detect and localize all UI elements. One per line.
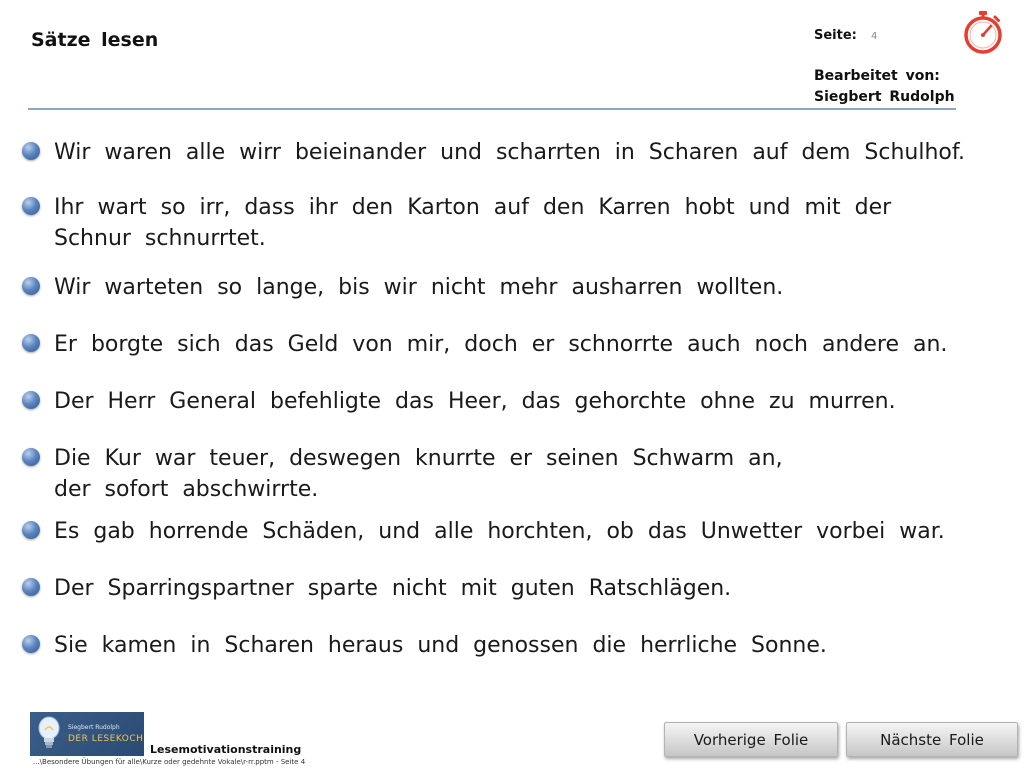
editor-name: Siegbert Rudolph <box>814 89 955 105</box>
leseskoch-logo <box>30 712 144 756</box>
next-slide-button[interactable]: Nächste Folie <box>846 722 1018 757</box>
page-title: Sätze lesen <box>31 29 159 51</box>
lightbulb-icon <box>36 716 62 750</box>
sentence-text: Ihr wart so irr, dass ihr den Karton auf den Karren hobt und mit der Schnur schnurrtet. <box>54 195 892 251</box>
sentence-item <box>22 272 1017 303</box>
sentence-text: Die Kur war teuer, deswegen knurrte er seinen Schwarm an, der sofort abschwirrte. <box>54 446 783 502</box>
sentence-item <box>22 192 1017 254</box>
bullet-icon <box>22 277 40 295</box>
sentence-item <box>22 573 1017 604</box>
sentence-item <box>22 443 1017 505</box>
page-number: 4 <box>871 31 878 42</box>
previous-slide-button[interactable]: Vorherige Folie <box>664 722 838 757</box>
bullet-icon <box>22 578 40 596</box>
bullet-icon <box>22 142 40 160</box>
bullet-icon <box>22 197 40 215</box>
sentence-item <box>22 329 1017 360</box>
sentence-text: Es gab horrende Schäden, und alle horchten, ob das Unwetter vorbei war. <box>54 519 945 544</box>
sentence-item <box>22 386 1017 417</box>
sentence-text: Der Herr General befehligte das Heer, das gehorchte ohne zu murren. <box>54 389 896 414</box>
logo-brand: DER LESEKOCH <box>68 734 144 744</box>
page-label: Seite: <box>814 28 857 43</box>
sentence-item <box>22 516 1017 547</box>
bullet-icon <box>22 448 40 466</box>
editor-label: Bearbeitet von: <box>814 68 940 84</box>
sentence-text: Sie kamen in Scharen heraus und genossen die herrliche Sonne. <box>54 633 827 658</box>
bullet-icon <box>22 334 40 352</box>
sentence-text: Wir warteten so lange, bis wir nicht mehr ausharren wollten. <box>54 275 784 300</box>
sentence-text: Er borgte sich das Geld von mir, doch er schnorrte auch noch andere an. <box>54 332 948 357</box>
footer-file-path: ...\Besondere Übungen für alle\Kurze oder gedehnte Vokale\r-rr.pptm - Seite 4 <box>33 758 306 766</box>
bullet-icon <box>22 521 40 539</box>
bullet-icon <box>22 391 40 409</box>
sentence-item <box>22 137 1017 168</box>
sentence-item <box>22 630 1017 661</box>
bullet-icon <box>22 635 40 653</box>
sentence-text: Der Sparringspartner sparte nicht mit guten Ratschlägen. <box>54 576 732 601</box>
footer-title: Lesemotivationstraining <box>150 743 302 756</box>
sentence-text: Wir waren alle wirr beieinander und scharrten in Scharen auf dem Schulhof. <box>54 140 966 165</box>
logo-author: Siegbert Rudolph <box>68 724 120 731</box>
